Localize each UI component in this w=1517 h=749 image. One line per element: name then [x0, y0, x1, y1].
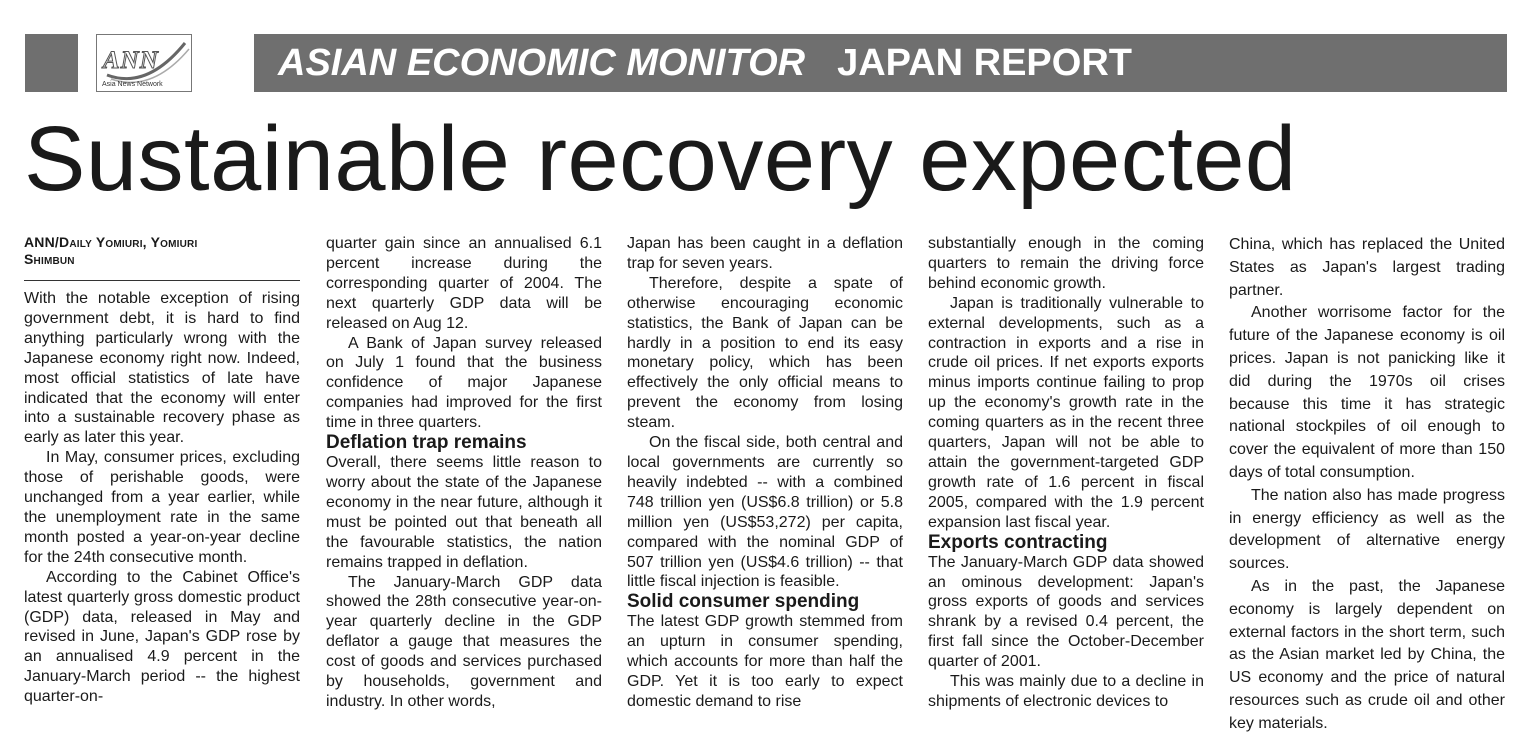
paragraph: Japan is traditionally vulnerable to external developments, such as a contraction in exports and a rise in crude oil prices. If net exports exports minus imports continue failing to prop up the economy's growth rate in the coming quarters as in the recent three quarters, Japan will not be able to attain the government-targeted GDP growth rate of 1.6 percent in fiscal 2005, compared with the 1.9 percent expansion last fiscal year. — [928, 294, 1204, 531]
paragraph: This was mainly due to a decline in shipments of electronic devices to — [928, 673, 1204, 710]
paragraph: Another worrisome factor for the future of the Japanese economy is oil prices. Japan is not panicking like it did during the 1970s oil crises because this time it has strategic national stockpiles of oil enough to cover the equivalent of more than 150 days of total consumption. — [1229, 304, 1505, 481]
paragraph: The latest GDP growth stemmed from an upturn in consumer spending, which accounts for more than half the GDP. Yet it is too early to expect domestic demand to rise — [627, 613, 903, 710]
subhead-deflation: Deflation trap remains — [326, 432, 527, 454]
section-banner — [254, 34, 1507, 92]
article-column-1 — [24, 234, 300, 707]
paragraph: Therefore, despite a spate of otherwise encouraging economic statistics, the Bank of Japan can be hardly in a position to end its easy monetary policy, which has been effectively the only official means to prevent the economy from losing steam. — [627, 274, 903, 432]
article-column-4 — [928, 234, 1204, 712]
subhead-consumer-spending: Solid consumer spending — [627, 591, 860, 613]
paragraph: On the fiscal side, both central and local governments are currently so heavily indebted -- with a combined 748 trillion yen (US$6.8 trillion) or 5.8 million yen (US$53,272) per capita, compared with the nominal GDP of 507 trillion yen (US$4.6 trillion) -- that little fiscal injection is feasible. — [627, 434, 903, 591]
banner-report-title: JAPAN REPORT — [837, 41, 1132, 84]
paragraph: Overall, there seems little reason to worry about the state of the Japanese economy in the near future, although it must be pointed out that beneath all the favourable statistics, the nation remains trapped in deflation. — [326, 454, 602, 571]
header-gray-block — [25, 34, 78, 92]
banner-series-title: ASIAN ECONOMIC MONITOR — [278, 41, 806, 84]
paragraph: As in the past, the Japanese economy is largely dependent on external factors in the short term, such as the Asian market led by China, the US economy and the price of natural resources such as crude oil and other key materials. — [1229, 577, 1505, 732]
paragraph: China, which has replaced the United States as Japan's largest trading partner. — [1229, 236, 1505, 299]
paragraph: The January-March GDP data showed an ominous development: Japan's gross exports of goods and services shrank by a revised 0.4 percent, the first fall since the October-December quarter of 2001. — [928, 553, 1204, 671]
article-headline: Sustainable recovery expected — [24, 108, 1297, 210]
article-column-5 — [1229, 234, 1505, 736]
article-column-3 — [627, 234, 903, 712]
logo-caption: Asia News Network — [102, 81, 163, 88]
byline-line-2: Shimbun — [24, 251, 75, 267]
paragraph: A Bank of Japan survey released on July 1 found that the business confidence of major Japanese companies had improved for the first time in three quarters. — [326, 334, 602, 432]
article-byline — [24, 234, 300, 281]
byline-line-1: ANN/Daily Yomiuri, Yomiuri — [24, 234, 198, 250]
subhead-exports: Exports contracting — [928, 531, 1108, 553]
article-column-2 — [326, 234, 602, 712]
paragraph: With the notable exception of rising government debt, it is hard to find anything particularly wrong with the Japanese economy right now. Indeed, most official statistics of late have indicated that the economy will enter into a sustainable recovery phase as early as later this year. — [24, 290, 300, 447]
paragraph: The January-March GDP data showed the 28th consecutive year-on-year quarterly decline in the GDP deflator a gauge that measures the cost of goods and services purchased by households, government and industry. In other words, — [326, 573, 602, 710]
paragraph: Japan has been caught in a deflation trap for seven years. — [627, 235, 903, 272]
paragraph: According to the Cabinet Office's latest quarterly gross domestic product (GDP) data, released in May and revised in June, Japan's GDP rose by an annualised 4.9 percent in the January-March period -- the highest quarter-on- — [24, 568, 300, 706]
paragraph: In May, consumer prices, excluding those of perishable goods, were unchanged from a year earlier, while the unemployment rate in the same month posted a year-on-year decline for the 24th consecutive month. — [24, 449, 300, 566]
paragraph: substantially enough in the coming quarters to remain the driving force behind economic growth. — [928, 235, 1204, 292]
paragraph: The nation also has made progress in energy efficiency as well as the development of alternative energy sources. — [1229, 486, 1505, 573]
paragraph: quarter gain since an annualised 6.1 percent increase during the corresponding quarter of 2004. The next quarterly GDP data will be released on Aug 12. — [326, 235, 602, 332]
ann-logo — [96, 34, 192, 92]
logo-text: ANN — [103, 47, 159, 74]
